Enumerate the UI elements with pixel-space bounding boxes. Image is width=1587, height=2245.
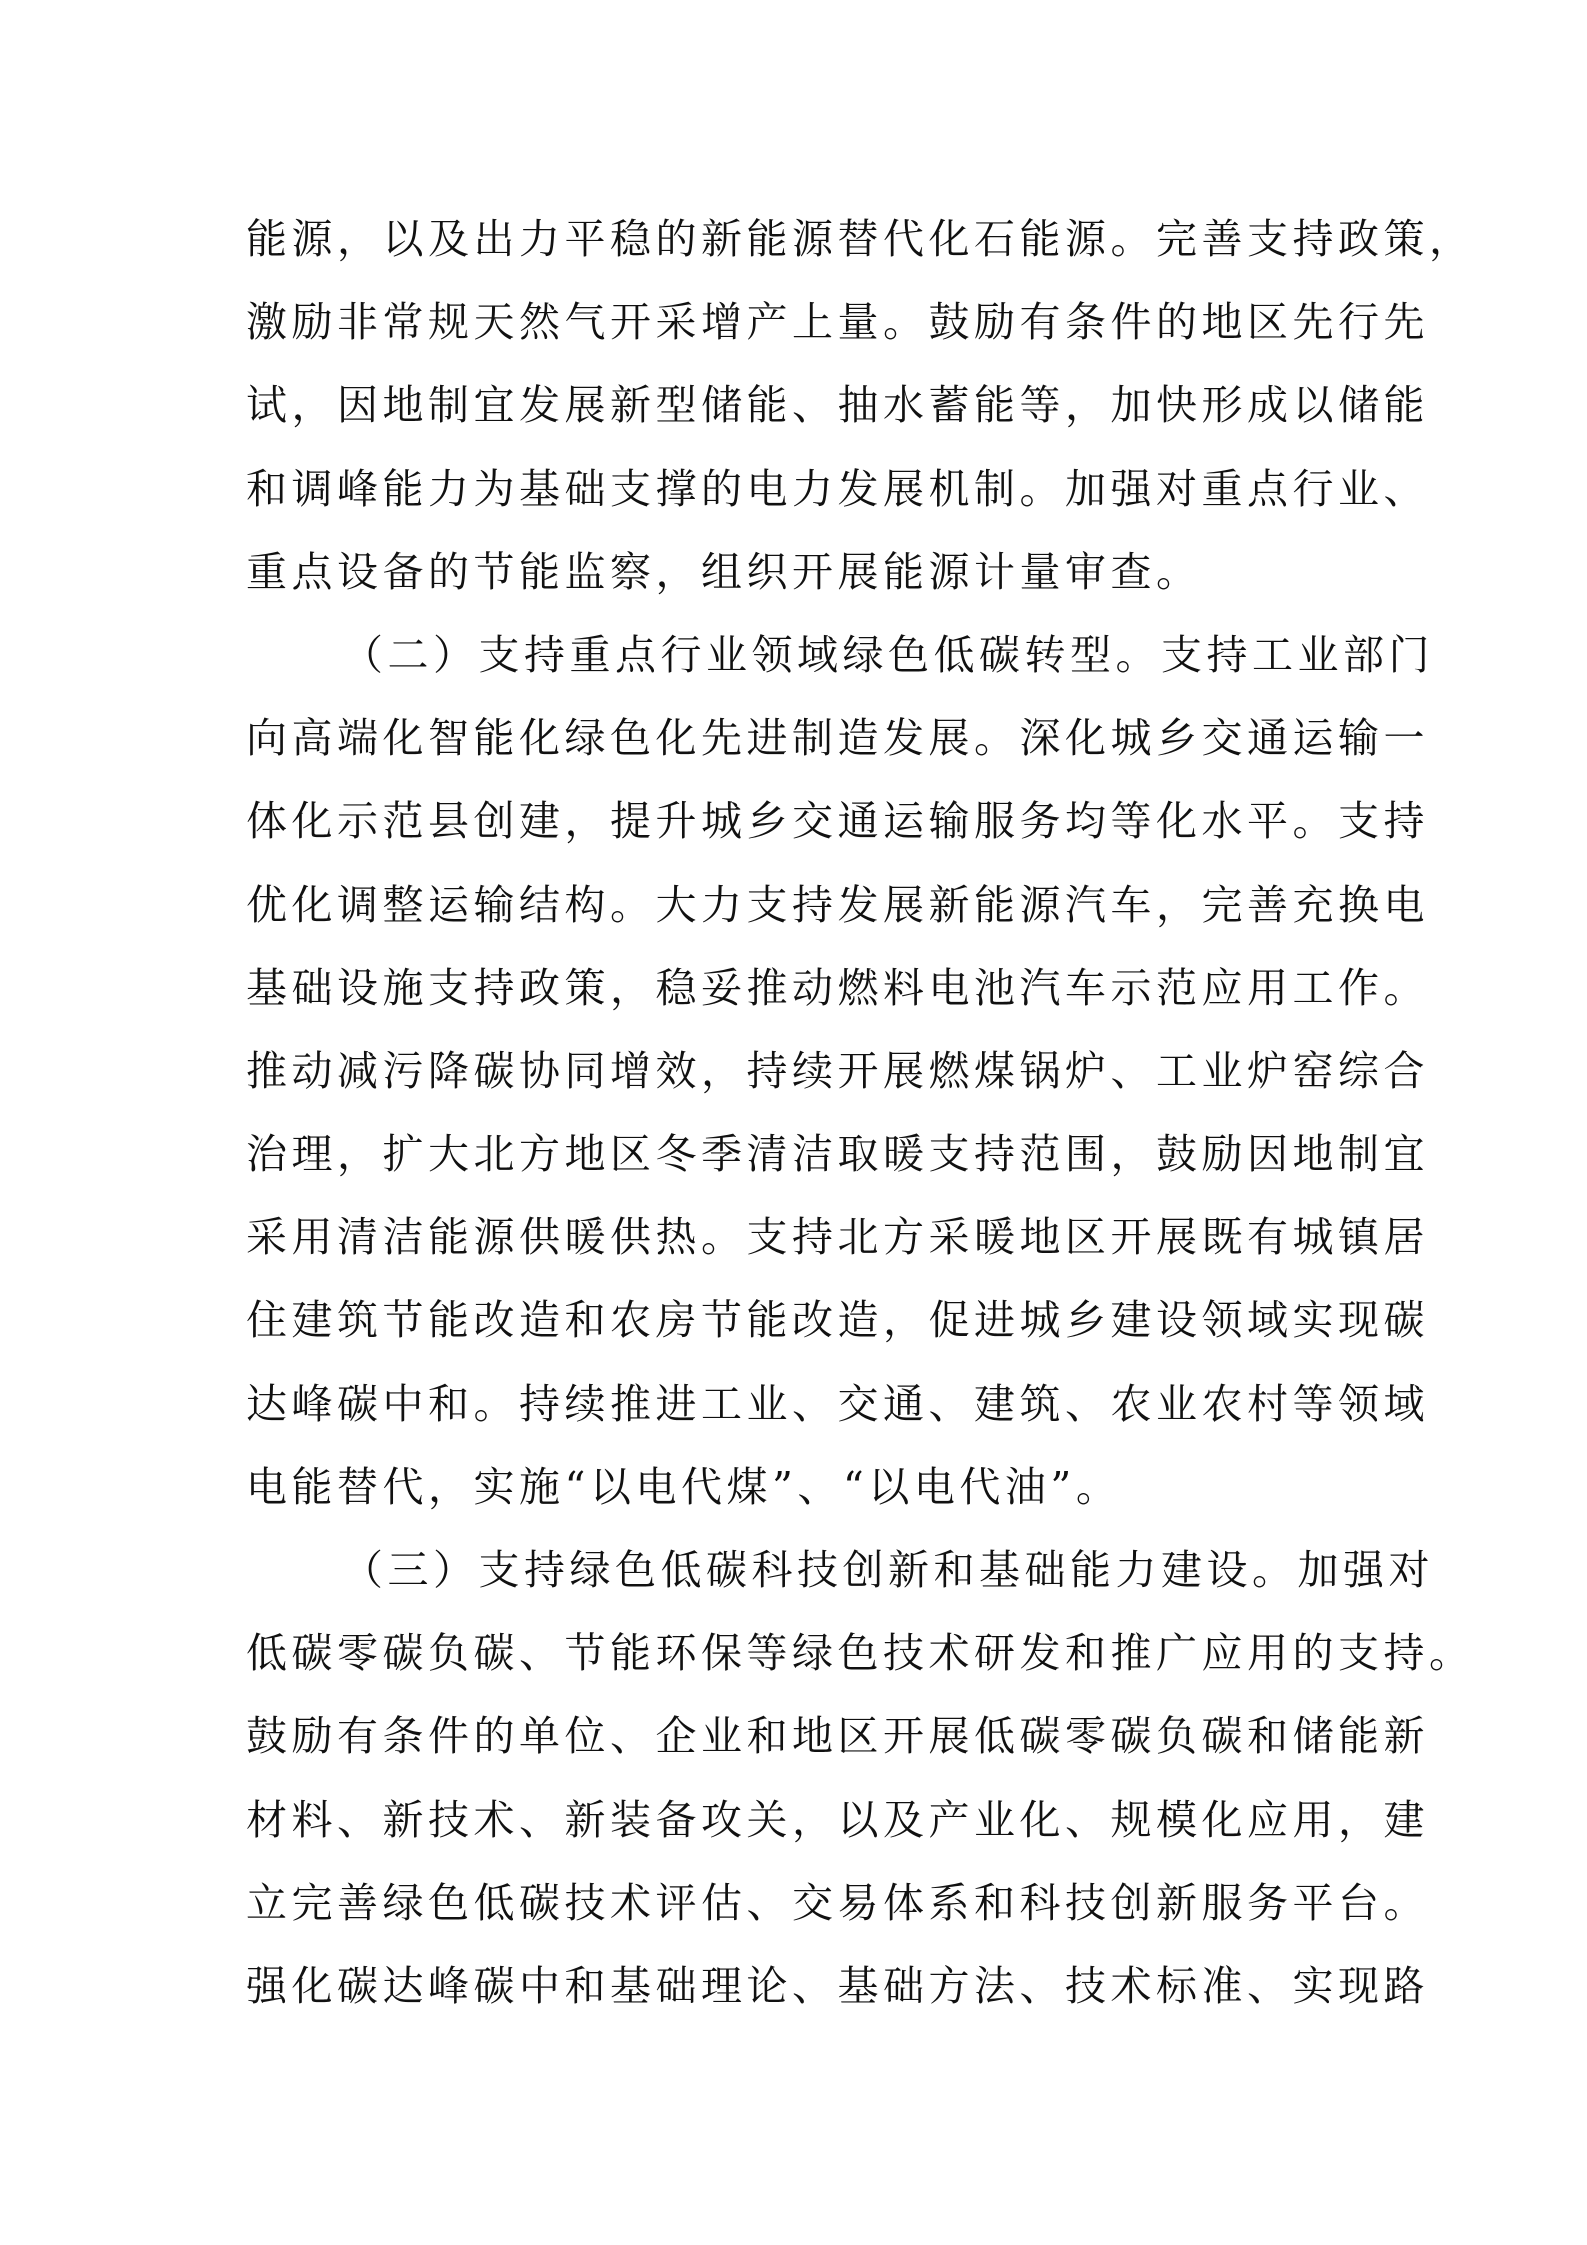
text-line: 体化示范县创建，提升城乡交通运输服务均等化水平。支持 (246, 797, 1429, 846)
text-line: 推动减污降碳协同增效，持续开展燃煤锅炉、工业炉窑综合 (246, 1046, 1429, 1095)
text-line: 优化调整运输结构。大力支持发展新能源汽车，完善充换电 (246, 880, 1429, 929)
text-line: 重点设备的节能监察，组织开展能源计量审查。 (246, 547, 1202, 596)
document-body (246, 198, 1475, 2028)
text-line: 达峰碳中和。持续推进工业、交通、建筑、农业农村等领域 (246, 1379, 1429, 1428)
text-line: 材料、新技术、新装备攻关，以及产业化、规模化应用，建 (246, 1795, 1429, 1844)
text-line: 向高端化智能化绿色化先进制造发展。深化城乡交通运输一 (246, 714, 1429, 763)
text-line: 强化碳达峰碳中和基础理论、基础方法、技术标准、实现路 (246, 1961, 1429, 2010)
text-line: 能源，以及出力平稳的新能源替代化石能源。完善支持政策， (246, 215, 1475, 263)
section-heading-line: （二）支持重点行业领域绿色低碳转型。支持工业部门 (342, 630, 1434, 679)
text-line: 低碳零碳负碳、节能环保等绿色技术研发和推广应用的支持。 (246, 1629, 1475, 1678)
paragraph-2 (246, 614, 1434, 1529)
text-line: 试，因地制宜发展新型储能、抽水蓄能等，加快形成以储能 (246, 381, 1429, 430)
text-line: 和调峰能力为基础支撑的电力发展机制。加强对重点行业、 (246, 464, 1429, 513)
text-line: 基础设施支持政策，稳妥推动燃料电池汽车示范应用工作。 (246, 963, 1429, 1012)
paragraph-3 (246, 1529, 1475, 2028)
section-heading-line: （三）支持绿色低碳科技创新和基础能力建设。加强对 (342, 1546, 1434, 1594)
paragraph-1 (246, 198, 1475, 614)
text-line: 采用清洁能源供暖供热。支持北方采暖地区开展既有城镇居 (246, 1213, 1429, 1262)
text-line: 电能替代，实施“以电代煤”、“以电代油”。 (246, 1462, 1122, 1511)
text-line: 治理，扩大北方地区冬季清洁取暖支持范围，鼓励因地制宜 (246, 1130, 1429, 1179)
text-line: 住建筑节能改造和农房节能改造，促进城乡建设领域实现碳 (246, 1296, 1429, 1345)
text-line: 激励非常规天然气开采增产上量。鼓励有条件的地区先行先 (246, 298, 1429, 347)
text-line: 鼓励有条件的单位、企业和地区开展低碳零碳负碳和储能新 (246, 1712, 1429, 1761)
text-line: 立完善绿色低碳技术评估、交易体系和科技创新服务平台。 (246, 1878, 1429, 1927)
